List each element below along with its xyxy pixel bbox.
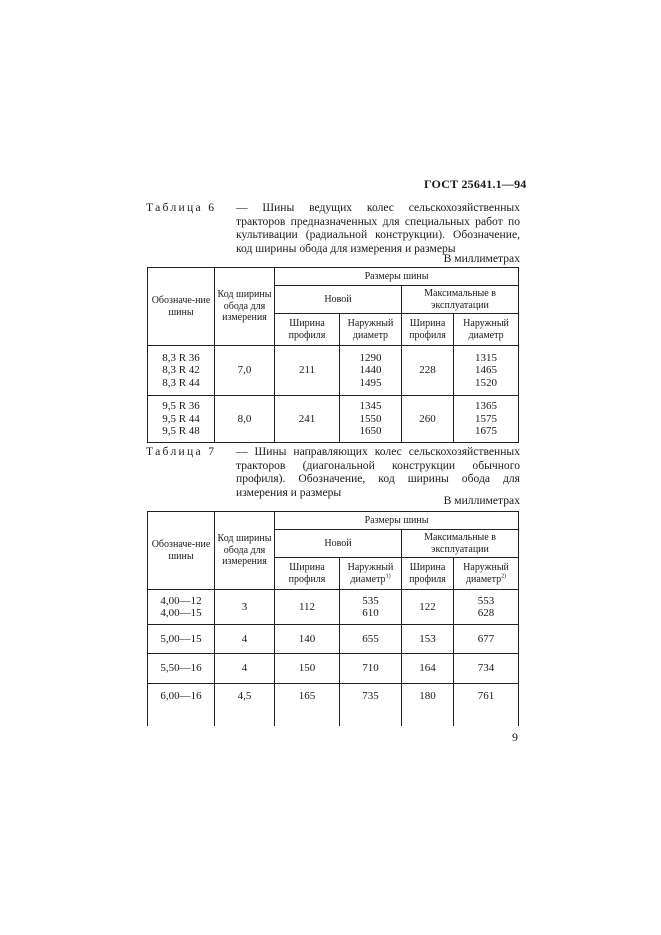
max-width-cell: 228 xyxy=(402,346,454,396)
col-sizes: Размеры шины xyxy=(275,268,519,286)
table-row xyxy=(148,590,519,625)
designation-cell: 6,00—16 xyxy=(148,684,215,726)
max-width-cell: 153 xyxy=(402,625,454,654)
rim-code-cell: 4 xyxy=(215,654,275,684)
max-diameter-cell: 1365 1575 1675 xyxy=(454,396,519,443)
col-sizes: Размеры шины xyxy=(275,512,519,530)
table7-label: Таблица 7 xyxy=(146,445,217,458)
col-max-width: Ширина профиля xyxy=(402,314,454,346)
max-diameter-cell: 677 xyxy=(454,625,519,654)
new-width-cell: 211 xyxy=(275,346,340,396)
rim-code-cell: 4 xyxy=(215,625,275,654)
table7-title: — Шины направляющих колес сельскохозяйственных тракторов (диагональной конструкции обычного профиля). Обозначение, код ширины обода для измерения и размеры xyxy=(236,445,520,499)
designation-cell: 4,00—12 4,00—15 xyxy=(148,590,215,625)
table-row xyxy=(148,346,519,396)
table6-label: Таблица 6 xyxy=(146,201,217,214)
rim-code-cell: 3 xyxy=(215,590,275,625)
new-width-cell: 241 xyxy=(275,396,340,443)
col-max-width: Ширина профиля xyxy=(402,558,454,590)
standard-number: ГОСТ 25641.1—94 xyxy=(424,177,527,191)
col-max: Максимальные в эксплуатации xyxy=(402,530,519,558)
col-new-diameter: Наружный диаметр xyxy=(340,314,402,346)
col-new-diameter: Наружный диаметр$^{1)}$ xyxy=(340,558,402,590)
table6-title: — Шины ведущих колес сельскохозяйственных тракторов предназначенных для специальных работ по культивации (радиальной конструкции). Обозначение, код ширины обода для измерения и размеры xyxy=(236,201,520,255)
table7-units: В миллиметрах xyxy=(443,494,520,507)
new-diameter-cell: 535 610 xyxy=(340,590,402,625)
table7-caption xyxy=(146,445,520,499)
designation-cell: 5,00—15 xyxy=(148,625,215,654)
designation-cell: 5,50—16 xyxy=(148,654,215,684)
col-max: Максимальные в эксплуатации xyxy=(402,286,519,314)
rim-code-cell: 7,0 xyxy=(215,346,275,396)
table7 xyxy=(147,511,519,726)
max-diameter-cell: 553 628 xyxy=(454,590,519,625)
table6-caption xyxy=(146,201,520,257)
new-diameter-cell: 710 xyxy=(340,654,402,684)
max-width-cell: 180 xyxy=(402,684,454,726)
page-number: 9 xyxy=(512,730,518,744)
footnote-1-mark: 1) xyxy=(385,573,391,580)
designation-cell: 9,5 R 36 9,5 R 44 9,5 R 48 xyxy=(148,396,215,443)
footnote-2-mark: 2) xyxy=(501,573,507,580)
table-row xyxy=(148,625,519,654)
col-new: Новой xyxy=(275,286,402,314)
col-new-width: Ширина профиля xyxy=(275,314,340,346)
max-diameter-cell: 734 xyxy=(454,654,519,684)
table6 xyxy=(147,267,519,443)
new-diameter-cell: 1290 1440 1495 xyxy=(340,346,402,396)
designation-cell: 8,3 R 36 8,3 R 42 8,3 R 44 xyxy=(148,346,215,396)
new-diameter-cell: 655 xyxy=(340,625,402,654)
max-width-cell: 260 xyxy=(402,396,454,443)
rim-code-cell: 8,0 xyxy=(215,396,275,443)
max-width-cell: 122 xyxy=(402,590,454,625)
new-width-cell: 150 xyxy=(275,654,340,684)
new-width-cell: 112 xyxy=(275,590,340,625)
new-diameter-cell: 1345 1550 1650 xyxy=(340,396,402,443)
col-rim-code: Код ширины обода для измерения xyxy=(215,512,275,590)
new-width-cell: 165 xyxy=(275,684,340,726)
col-designation: Обозначе-ние шины xyxy=(148,512,215,590)
col-max-diameter: Наружный диаметр xyxy=(454,314,519,346)
table6-units: В миллиметрах xyxy=(443,252,520,265)
new-width-cell: 140 xyxy=(275,625,340,654)
max-width-cell: 164 xyxy=(402,654,454,684)
col-max-diameter: Наружный диаметр$^{2)}$ xyxy=(454,558,519,590)
col-rim-code: Код ширины обода для измерения xyxy=(215,268,275,346)
max-diameter-cell: 1315 1465 1520 xyxy=(454,346,519,396)
max-diameter-cell: 761 xyxy=(454,684,519,726)
col-designation: Обозначе-ние шины xyxy=(148,268,215,346)
table-row xyxy=(148,654,519,684)
col-new-width: Ширина профиля xyxy=(275,558,340,590)
table-row xyxy=(148,396,519,443)
new-diameter-cell: 735 xyxy=(340,684,402,726)
col-new: Новой xyxy=(275,530,402,558)
rim-code-cell: 4,5 xyxy=(215,684,275,726)
table-row xyxy=(148,684,519,726)
